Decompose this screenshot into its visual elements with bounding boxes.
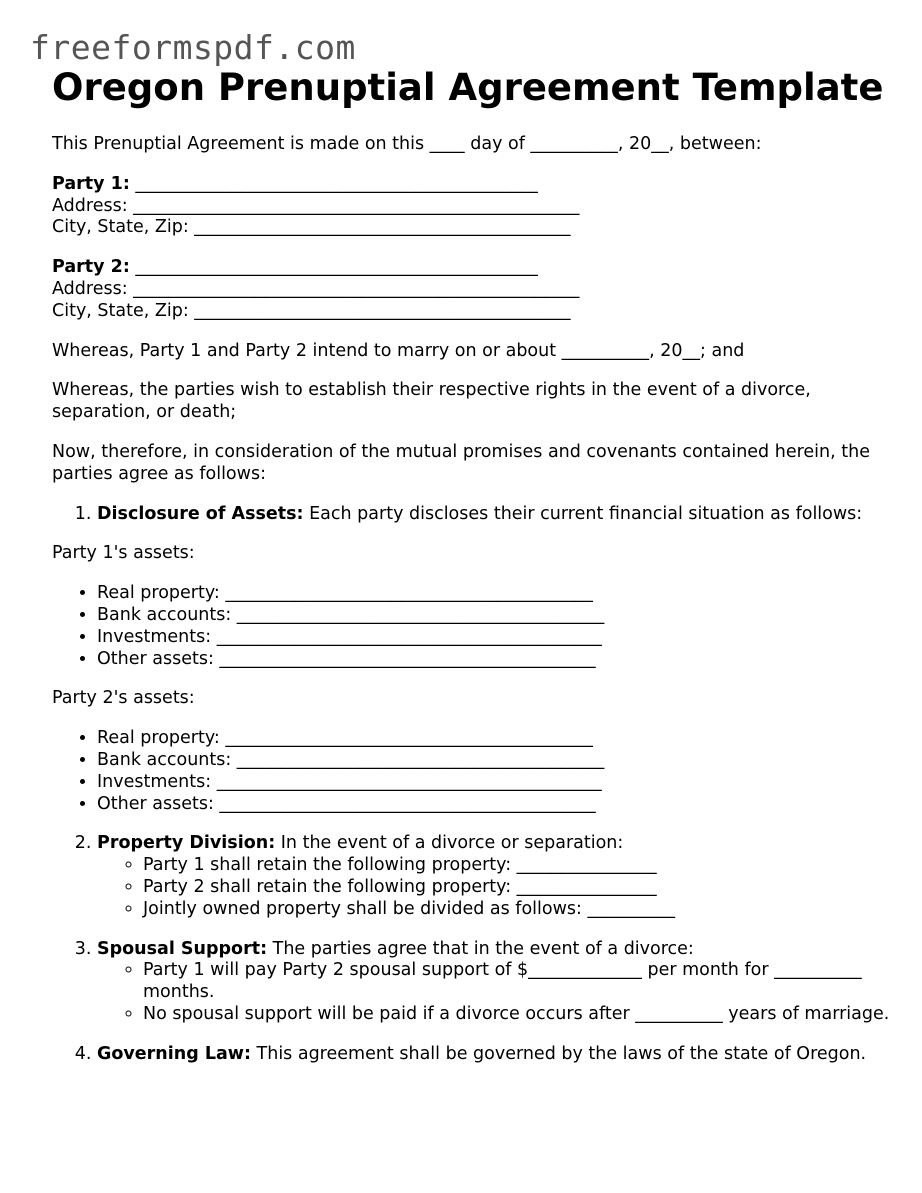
- spousal-support-list: [97, 960, 892, 1025]
- spousal-support-item: ◦ No spousal support will be paid if a divorce occurs after __________ years of marriage.: [143, 1004, 892, 1026]
- section2-text: In the event of a divorce or separation:: [275, 833, 624, 854]
- now-therefore-paragraph: Now, therefore, in consideration of the mutual promises and covenants contained herein, the parties agree as follows:: [52, 441, 870, 484]
- section3-text: The parties agree that in the event of a divorce:: [267, 938, 694, 959]
- intro-paragraph: This Prenuptial Agreement is made on this ____ day of __________, 20__, between:: [52, 134, 762, 154]
- section4-text: This agreement shall be governed by the laws of the state of Oregon.: [250, 1043, 867, 1064]
- party1-city-line: City, State, Zip: ___________________________________________: [52, 217, 571, 238]
- property-division-item: ◦ Jointly owned property shall be divided as follows: __________: [143, 899, 892, 921]
- section-list-2: [52, 833, 892, 1065]
- watermark-text: freeformspdf.com: [30, 28, 356, 67]
- party1-asset-real-property: • Real property: __________________________________________: [97, 583, 892, 605]
- party2-asset-bank-accounts: • Bank accounts: __________________________________________: [97, 750, 892, 772]
- party2-city-line: City, State, Zip: ___________________________________________: [52, 300, 571, 321]
- section-list-1: [52, 504, 892, 526]
- party1-address-line: Address: ___________________________________________________: [52, 195, 580, 216]
- party1-assets-list: [52, 583, 892, 670]
- party1-asset-investments: • Investments: ____________________________________________: [97, 627, 892, 649]
- party2-asset-other: • Other assets: ___________________________________________: [97, 794, 892, 816]
- whereas-rights-paragraph: Whereas, the parties wish to establish their respective rights in the event of a divorce, separation, or death;: [52, 380, 811, 423]
- party2-asset-real-property: • Real property: __________________________________________: [97, 728, 892, 750]
- section3-heading: Spousal Support:: [97, 938, 268, 959]
- party1-assets-heading: Party 1's assets:: [52, 543, 195, 564]
- party1-name-line: [52, 174, 892, 196]
- property-division-item: ◦ Party 1 shall retain the following property: ________________: [143, 855, 892, 877]
- document-page: [52, 64, 892, 1084]
- section-disclosure-of-assets: [97, 504, 892, 526]
- section2-heading: Property Division:: [97, 833, 276, 854]
- section-property-division: [97, 833, 892, 920]
- party2-asset-investments: • Investments: ____________________________________________: [97, 772, 892, 794]
- party2-assets-list: [52, 728, 892, 815]
- section1-heading: Disclosure of Assets:: [97, 503, 304, 524]
- spousal-support-item: ◦ Party 1 will pay Party 2 spousal support of $_____________ per month for __________ months.: [143, 960, 892, 1004]
- party1-block: [52, 174, 892, 239]
- party2-block: [52, 257, 892, 322]
- whereas-marry-paragraph: Whereas, Party 1 and Party 2 intend to marry on or about __________, 20__; and: [52, 340, 745, 361]
- section-spousal-support: [97, 939, 892, 1026]
- party2-name-line: [52, 257, 892, 279]
- section1-text: Each party discloses their current financial situation as follows:: [303, 503, 863, 524]
- section-governing-law: [97, 1044, 892, 1066]
- party1-asset-other: • Other assets: ___________________________________________: [97, 649, 892, 671]
- party1-label: Party 1:: [52, 173, 130, 194]
- party2-label: Party 2:: [52, 257, 130, 278]
- party1-asset-bank-accounts: • Bank accounts: __________________________________________: [97, 605, 892, 627]
- page-title: Oregon Prenuptial Agreement Template: [52, 66, 884, 109]
- section4-heading: Governing Law:: [97, 1043, 251, 1064]
- party2-name-blank: ______________________________________________: [135, 257, 538, 278]
- party2-assets-heading: Party 2's assets:: [52, 688, 195, 709]
- party1-name-blank: ______________________________________________: [135, 173, 538, 194]
- property-division-list: [97, 855, 892, 920]
- property-division-item: ◦ Party 2 shall retain the following property: ________________: [143, 877, 892, 899]
- party2-address-line: Address: ___________________________________________________: [52, 278, 580, 299]
